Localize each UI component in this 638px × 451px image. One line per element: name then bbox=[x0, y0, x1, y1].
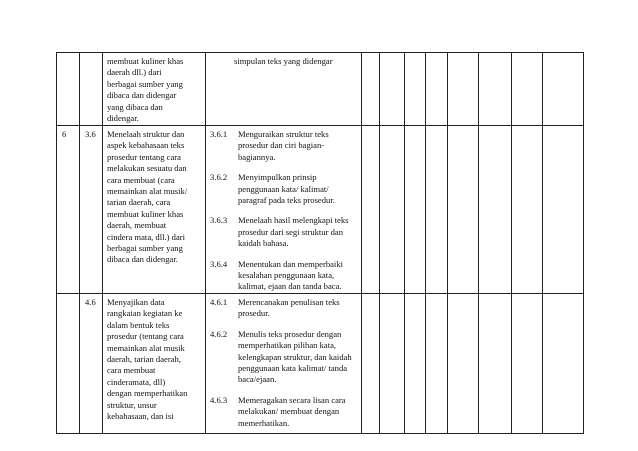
kd-code-cell: 3.6 bbox=[80, 126, 103, 294]
indicator-item: 3.6.1 Menguraikan struktur teks prosedur dan ciri bagian- bagiannya. bbox=[210, 129, 329, 162]
indicator-item: 4.6.3 Memeragakan secara lisan cara melakukan/ membuat dengan memerhatikan. bbox=[210, 394, 346, 428]
indicator-item: 4.6.2 Menulis teks prosedur dengan memperhatikan pilihan kata, kelengkapan struktur, dan kaidah penggunaan kata kalimat/ tanda baca/ejaan. bbox=[210, 328, 352, 385]
empty-cell bbox=[405, 53, 426, 126]
syllabus-table bbox=[56, 52, 584, 434]
empty-cell bbox=[426, 293, 448, 433]
empty-cell bbox=[426, 126, 448, 294]
empty-cell bbox=[380, 293, 405, 433]
table-row bbox=[57, 126, 584, 294]
empty-cell bbox=[543, 293, 584, 433]
empty-cell bbox=[362, 293, 380, 433]
indicator-cell bbox=[206, 293, 362, 433]
empty-cell bbox=[380, 53, 405, 126]
empty-cell bbox=[512, 293, 543, 433]
empty-cell bbox=[380, 126, 405, 294]
kd-text-cell: Menelaah struktur dan aspek kebahasaan teks prosedur tentang cara melakukan sesuatu dan cara membuat (cara memainkan alat musik/ tarian daerah, cara membuat kuliner khas daerah, membuat cindera mata, dll.) dari berbagai sumber yang dibaca dan didengar. bbox=[103, 126, 206, 294]
empty-cell bbox=[512, 126, 543, 294]
indicator-cell: simpulan teks yang didengar bbox=[206, 53, 362, 126]
empty-cell bbox=[362, 53, 380, 126]
no-cell bbox=[57, 293, 80, 433]
no-cell bbox=[57, 53, 80, 126]
kd-code-cell: 4.6 bbox=[80, 293, 103, 433]
empty-cell bbox=[543, 126, 584, 294]
kd-text-cell: Menyajikan data rangkaian kegiatan ke dalam bentuk teks prosedur (tentang cara memainkan alat musik daerah, tarian daerah, cara membuat cinderamata, dll) dengan memperhatikan struktur, unsur kebahasaan, dan isi bbox=[103, 293, 206, 433]
indicator-item: 4.6.1 Merencanakan penulisan teks prosedur. bbox=[210, 296, 340, 319]
indicator-cell bbox=[206, 126, 362, 294]
empty-cell bbox=[479, 126, 512, 294]
indicator-item: 3.6.2 Menyimpulkan prinsip penggunaan kata/ kalimat/ paragraf pada teks prosedur. bbox=[210, 172, 335, 206]
empty-cell bbox=[512, 53, 543, 126]
empty-cell bbox=[448, 53, 479, 126]
empty-cell bbox=[479, 293, 512, 433]
empty-cell bbox=[479, 53, 512, 126]
empty-cell bbox=[543, 53, 584, 126]
empty-cell bbox=[448, 293, 479, 433]
empty-cell bbox=[448, 126, 479, 294]
empty-cell bbox=[362, 126, 380, 294]
no-cell: 6 bbox=[57, 126, 80, 294]
indicator-item: 3.6.4 Menentukan dan memperbaiki kesalahan penggunaan kata, kalimat, ejaan dan tanda baca. bbox=[210, 258, 344, 292]
empty-cell bbox=[426, 53, 448, 126]
empty-cell bbox=[405, 293, 426, 433]
kd-code-cell bbox=[80, 53, 103, 126]
empty-cell bbox=[405, 126, 426, 294]
table-row bbox=[57, 53, 584, 126]
indicator-item: 3.6.3 Menelaah hasil melengkapi teks prosedur dari segi struktur dan kaidah bahasa. bbox=[210, 215, 349, 249]
kd-text-cell: membuat kuliner khas daerah dll.) dari berbagai sumber yang dibaca dan didengar yang dibaca dan didengar. bbox=[103, 53, 206, 126]
table-row bbox=[57, 293, 584, 433]
